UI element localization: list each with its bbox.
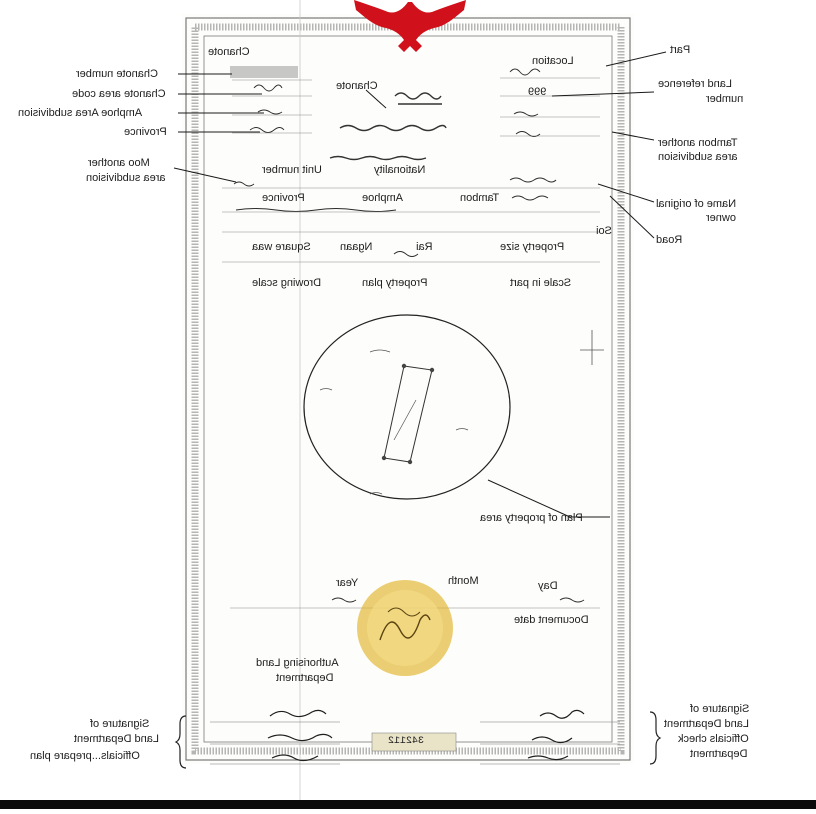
label-tambon: Tambon (460, 192, 500, 204)
label-land-reference: Land reference (658, 78, 732, 90)
label-province: Province (262, 192, 305, 204)
label-moo-another: Moo another (88, 157, 150, 169)
label-tambon-another-area: area subdivision (658, 151, 738, 163)
label-drawing-scale: Drowing scale (252, 277, 322, 289)
label-location: Location (532, 55, 574, 67)
label-chanote-title: Chanote (336, 80, 378, 92)
label-property-size: Property size (500, 241, 565, 253)
label-document-date: Document date (514, 614, 589, 626)
label-sig-left-1: Signature of (90, 718, 150, 730)
label-year: Year (336, 577, 359, 589)
chanote-number-redacted (230, 66, 298, 78)
label-square-waa: Square waa (252, 241, 311, 253)
label-nationality: Nationality (374, 164, 426, 176)
label-road: Road (656, 234, 683, 246)
label-sig-left-2: Land Department (74, 733, 159, 745)
label-authorising-department: Department (276, 672, 334, 684)
stamp-number: 342112 (388, 736, 425, 747)
label-chanote-area-code: Chanote area code (72, 88, 166, 100)
label-property-plan: Property plan (362, 277, 428, 289)
label-sig-right-3: Officials check (678, 733, 749, 745)
label-chanote-header: Chanote (208, 46, 250, 58)
label-moo-another-area: area subdivision (86, 172, 166, 184)
label-sig-right-2: Land Department (664, 718, 749, 730)
official-seal-icon (357, 580, 453, 676)
label-sig-right-1: Signature of (690, 703, 750, 715)
label-plan-area: Plan of property area (480, 512, 583, 524)
label-amphoe-area: Amphoe Area subdivision (18, 107, 143, 119)
label-day: Day (538, 580, 558, 592)
label-ngaan: Ngaan (340, 241, 373, 253)
label-name-original: Name of original (656, 198, 737, 210)
label-land-reference-number: number (706, 93, 744, 105)
label-amphoe: Amphoe (362, 192, 403, 204)
label-rai: Rai (416, 241, 433, 253)
label-authorising: Authorising Land (256, 657, 339, 669)
label-month: Month (448, 575, 479, 587)
label-soi: Soi (596, 225, 612, 237)
label-name-original-owner: owner (706, 212, 736, 224)
label-chanote-number: Chanote number (76, 68, 158, 80)
label-province-left: Province (124, 126, 167, 138)
label-sig-right-4: Department (690, 748, 748, 760)
label-scale-in-part: Scale in part (510, 277, 572, 289)
label-unit-number: Unit number (262, 164, 322, 176)
label-sig-left-3: Officials...prepare plan (30, 750, 140, 762)
value-999: 999 (528, 86, 547, 98)
label-part: Part (670, 44, 691, 56)
label-tambon-another: Tambon another (658, 137, 738, 149)
bottom-bar (0, 800, 816, 809)
